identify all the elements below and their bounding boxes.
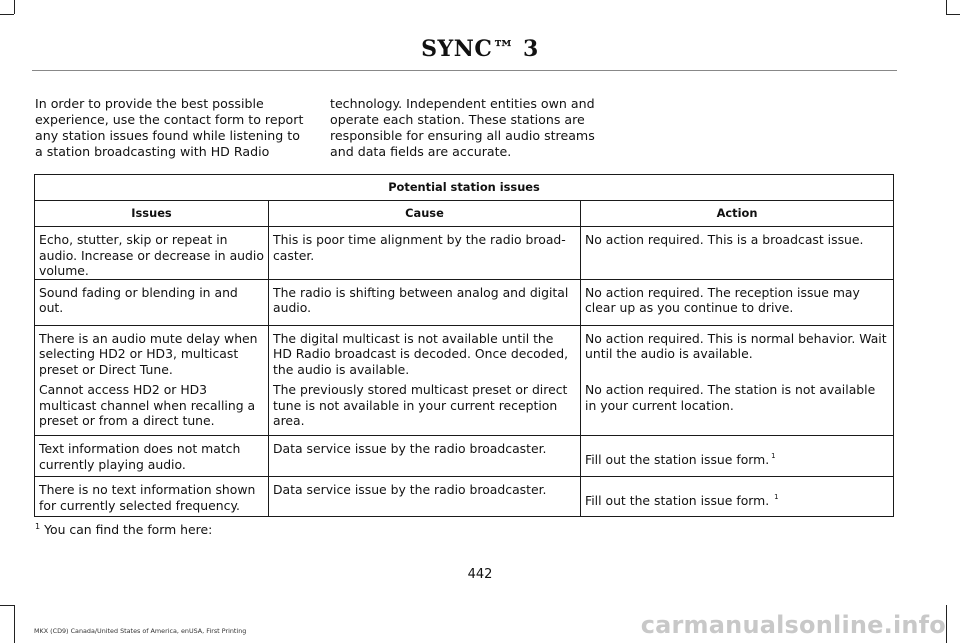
crop-mark [0,605,14,606]
column-header-issues: Issues [35,201,269,227]
table-row [35,477,894,517]
action-cell: No action required. This is normal behavior. Wait until the audio is available. [581,325,894,377]
issue-cell: Sound fading or blending in and out. [35,279,269,325]
crop-mark [14,0,15,14]
crop-mark [14,605,15,643]
page-number: 442 [467,567,493,582]
issue-cell: Text information does not match currently playing audio. [35,436,269,477]
action-cell [581,436,894,477]
crop-mark [946,605,947,643]
intro-paragraph-right: technology. Independent entities own and operate each station. These stations are responsible for ensuring all audio streams and data fields are accurate. [330,96,595,159]
footnote [35,522,212,537]
cause-cell: The radio is shifting between analog and digital audio. [269,279,581,325]
crop-mark [946,14,960,15]
table-row [35,279,894,325]
intro-paragraph-left: In order to provide the best possible experience, use the contact form to report any station issues found while listening to a station broadcasting with HD Radio [35,96,304,159]
issue-cell: There is no text information shown for currently selected frequency. [35,477,269,517]
issue-cell: There is an audio mute delay when selecting HD2 or HD3, multicast preset or Direct Tune. [35,325,269,377]
column-header-cause: Cause [269,201,581,227]
footnote-marker: 1 [771,452,776,461]
cause-cell: Data service issue by the radio broadcaster. [269,477,581,517]
cause-cell: This is poor time alignment by the radio broad-caster. [269,227,581,280]
action-cell: No action required. This is a broadcast issue. [581,227,894,280]
table-caption: Potential station issues [35,175,894,201]
action-cell: No action required. The reception issue may clear up as you continue to drive. [581,279,894,325]
header-divider [32,70,897,71]
crop-mark [946,0,947,14]
station-issues-table [34,174,894,517]
action-cell [581,477,894,517]
footnote-marker: 1 [774,492,779,501]
action-text: Fill out the station issue form. [585,492,770,508]
footnote-text: You can find the form here: [44,522,213,537]
watermark-logo: carmanualsonline.info [640,611,946,639]
column-header-action: Action [581,201,894,227]
issue-cell: Cannot access HD2 or HD3 multicast channel when recalling a preset or from a direct tune. [35,377,269,436]
page-title: SYNC™ 3 [421,36,539,62]
action-cell: No action required. The station is not available in your current location. [581,377,894,436]
table-row [35,377,894,436]
cause-cell: The previously stored multicast preset or direct tune is not available in your current reception area. [269,377,581,436]
document-footer: MKX (CD9) Canada/United States of America, enUSA, First Printing [34,627,247,635]
crop-mark [0,14,14,15]
issue-cell: Echo, stutter, skip or repeat in audio. Increase or decrease in audio volume. [35,227,269,280]
table-row [35,436,894,477]
cause-cell: Data service issue by the radio broadcaster. [269,436,581,477]
table-row [35,227,894,280]
action-text: Fill out the station issue form. [585,452,770,468]
footnote-number: 1 [35,522,41,531]
cause-cell: The digital multicast is not available until the HD Radio broadcast is decoded. Once decoded, the audio is available. [269,325,581,377]
table-row [35,325,894,377]
